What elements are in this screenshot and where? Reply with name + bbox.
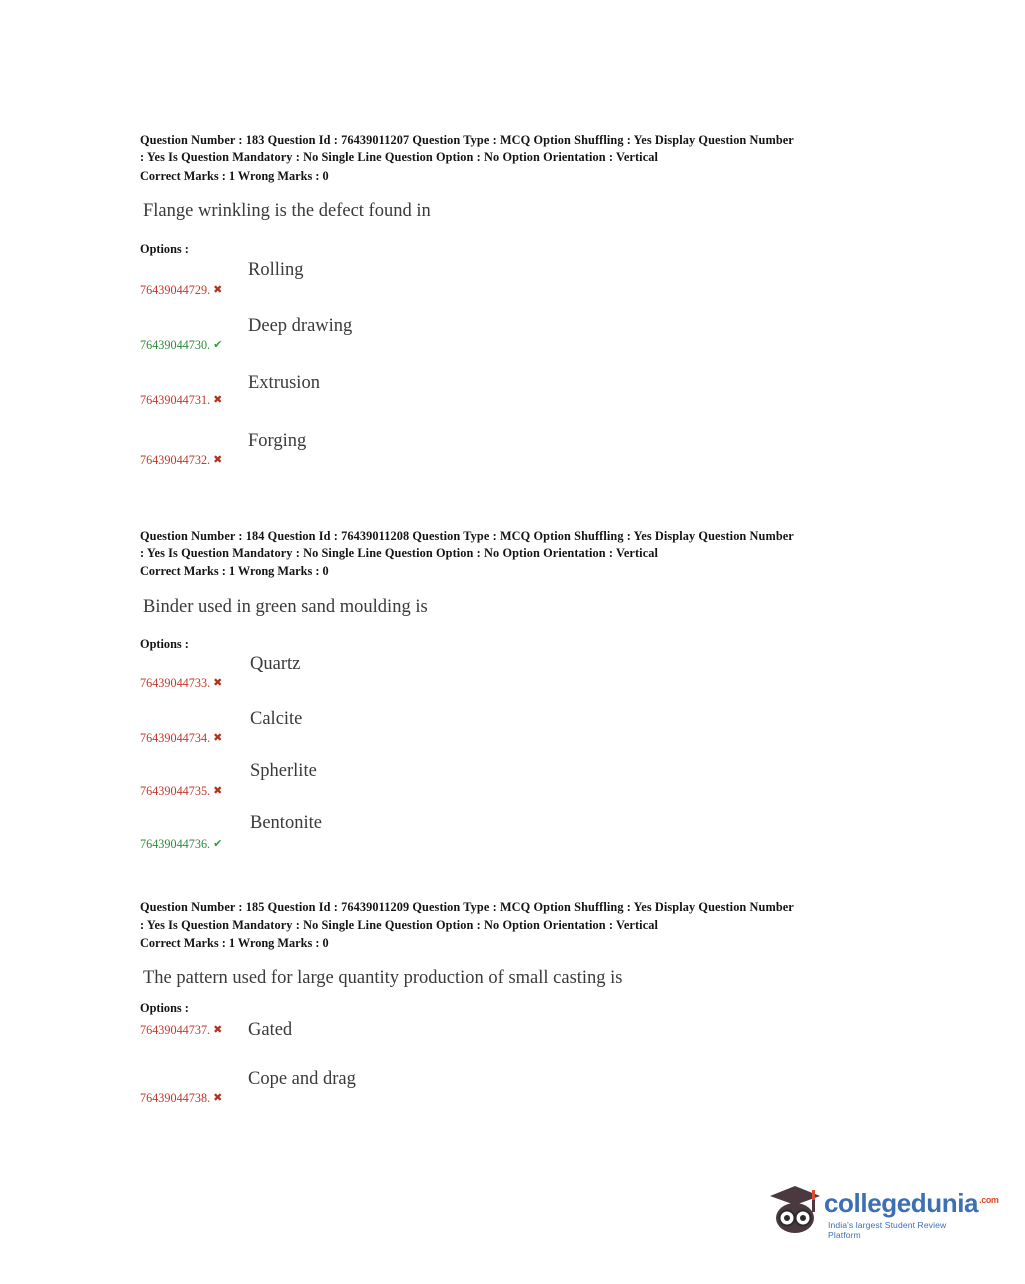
option-id — [140, 784, 222, 799]
option-row — [140, 705, 900, 756]
option-id — [140, 338, 222, 353]
option-id-label: 76439044732. — [140, 452, 211, 467]
graduate-face-icon — [768, 1182, 824, 1234]
option-id — [140, 676, 222, 691]
option-text: Forging — [248, 430, 307, 451]
option-text: Deep drawing — [248, 315, 353, 336]
option-row — [140, 807, 900, 858]
option-id — [140, 1023, 222, 1038]
question-meta — [140, 899, 898, 934]
question-meta-line-2: : Yes Is Question Mandatory : No Single Line Question Option : No Option Orientation : Vertical — [140, 546, 659, 560]
question-marks: Correct Marks : 1 Wrong Marks : 0 — [140, 936, 329, 950]
logo-tagline: India's largest Student Review Platform — [828, 1220, 947, 1240]
options-label: Options : — [140, 1000, 189, 1015]
question-meta-line-2: : Yes Is Question Mandatory : No Single Line Question Option : No Option Orientation : Vertical — [140, 917, 659, 932]
options-label: Options : — [140, 241, 189, 256]
section-spacer — [140, 487, 900, 528]
option-id-label: 76439044737. — [140, 1022, 211, 1037]
logo-brand-suffix: .com — [979, 1195, 999, 1205]
check-icon: ✔ — [213, 838, 223, 851]
option-text: Extrusion — [248, 372, 320, 393]
logo-brand: collegedunia — [824, 1188, 979, 1218]
option-row — [140, 373, 900, 430]
option-id-label: 76439044730. — [140, 337, 211, 352]
question-text: Binder used in green sand moulding is — [143, 596, 428, 617]
question-marks: Correct Marks : 1 Wrong Marks : 0 — [140, 168, 329, 183]
option-row — [140, 316, 900, 373]
question-meta-line-1: Question Number : 185 Question Id : 76439011209 Question Type : MCQ Option Shuffling : Yes Display Question Number — [140, 900, 794, 915]
option-row — [140, 259, 900, 316]
cross-icon: ✖ — [213, 393, 223, 406]
option-id-label: 76439044733. — [140, 676, 211, 691]
cross-icon: ✖ — [213, 453, 223, 466]
question-meta-line-1: Question Number : 184 Question Id : 76439011208 Question Type : MCQ Option Shuffling : Yes Display Question Number — [140, 528, 794, 543]
question-block-184 — [140, 528, 900, 859]
check-icon: ✔ — [213, 338, 223, 351]
option-id — [140, 837, 222, 852]
cross-icon: ✖ — [213, 283, 223, 296]
option-text: Quartz — [250, 654, 301, 675]
option-text: Spherlite — [250, 761, 317, 782]
options-list — [140, 259, 900, 487]
option-text: Rolling — [248, 259, 304, 280]
option-id — [140, 1091, 222, 1106]
option-id-label: 76439044731. — [140, 392, 211, 407]
option-text: Bentonite — [250, 813, 322, 834]
option-row — [140, 1018, 900, 1069]
option-text: Calcite — [250, 709, 303, 730]
option-row — [140, 756, 900, 807]
options-list — [140, 654, 900, 858]
question-text: The pattern used for large quantity production of small casting is — [143, 968, 623, 989]
option-id-label: 76439044735. — [140, 784, 211, 799]
option-id-label: 76439044729. — [140, 282, 211, 297]
question-text: Flange wrinkling is the defect found in — [143, 201, 431, 222]
option-id-label: 76439044736. — [140, 837, 211, 852]
option-id — [140, 731, 222, 746]
question-meta-line-2: : Yes Is Question Mandatory : No Single Line Question Option : No Option Orientation : Vertical — [140, 150, 659, 165]
option-id — [140, 453, 222, 468]
option-text: Cope and drag — [248, 1068, 356, 1089]
option-id — [140, 393, 222, 408]
option-id — [140, 283, 222, 298]
question-meta — [140, 132, 898, 167]
options-list — [140, 1018, 900, 1120]
question-list — [140, 132, 900, 1120]
question-meta-line-1: Question Number : 183 Question Id : 76439011207 Question Type : MCQ Option Shuffling : Yes Display Question Number — [140, 133, 794, 147]
question-marks: Correct Marks : 1 Wrong Marks : 0 — [140, 564, 329, 579]
options-label: Options : — [140, 637, 189, 652]
cross-icon: ✖ — [213, 732, 223, 745]
option-row — [140, 430, 900, 487]
cross-icon: ✖ — [213, 785, 223, 798]
cross-icon: ✖ — [213, 677, 223, 690]
option-id-label: 76439044734. — [140, 731, 211, 746]
cross-icon: ✖ — [213, 1023, 223, 1036]
option-row — [140, 1069, 900, 1120]
question-block-183 — [140, 132, 900, 487]
collegedunia-logo — [768, 1178, 999, 1240]
logo-wordmark — [824, 1188, 999, 1219]
option-id-label: 76439044738. — [140, 1090, 211, 1105]
option-row — [140, 654, 900, 705]
question-meta — [140, 528, 898, 563]
section-spacer — [140, 858, 900, 899]
question-block-185 — [140, 899, 900, 1120]
option-text: Gated — [248, 1019, 293, 1040]
cross-icon: ✖ — [213, 1091, 223, 1104]
